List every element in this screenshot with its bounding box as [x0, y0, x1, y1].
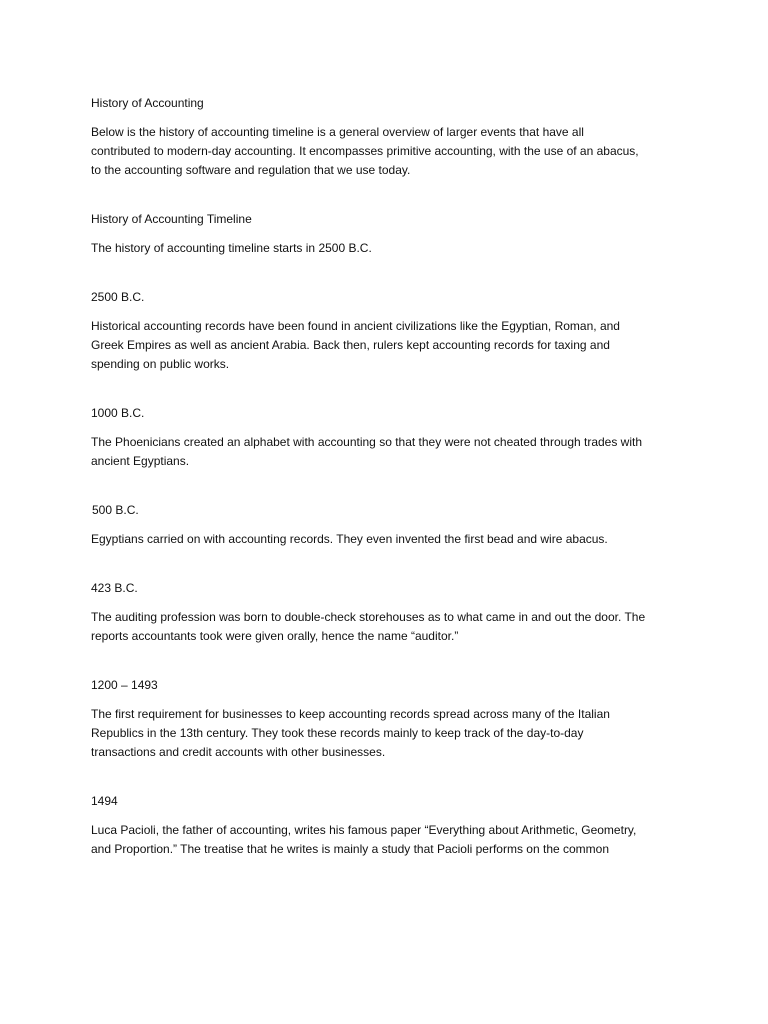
document-title: History of Accounting: [91, 96, 204, 110]
event-text-line: Historical accounting records have been found in ancient civilizations like the Egyptian, Roman, and: [91, 319, 620, 333]
event-text-line: ancient Egyptians.: [91, 454, 190, 468]
event-text-2500bc: [91, 317, 691, 374]
event-text-line: The auditing profession was born to double-check storehouses as to what came in and out the door. The: [91, 610, 646, 624]
event-date-500bc: 500 B.C.: [92, 503, 139, 517]
intro-line: contributed to modern-day accounting. It encompasses primitive accounting, with the use of an abacus,: [91, 144, 639, 158]
event-text-line: reports accountants took were given orally, hence the name “auditor.”: [91, 629, 459, 643]
event-text-line: The first requirement for businesses to keep accounting records spread across many of the Italian: [91, 707, 610, 721]
event-text-line: and Proportion.” The treatise that he writes is mainly a study that Pacioli performs on the common: [91, 842, 610, 856]
intro-paragraph: [91, 123, 691, 180]
event-date-1494: 1494: [91, 794, 118, 808]
event-text-line: spending on public works.: [91, 357, 230, 371]
event-text-line: Greek Empires as well as ancient Arabia. Back then, rulers kept accounting records for taxing and: [91, 338, 610, 352]
event-text-1200-1493: [91, 705, 691, 762]
event-text-line: Luca Pacioli, the father of accounting, writes his famous paper “Everything about Arithmetic, Geometry,: [91, 823, 637, 837]
event-date-1200-1493: 1200 – 1493: [91, 678, 158, 692]
event-text-line: Egyptians carried on with accounting records. They even invented the first bead and wire abacus.: [91, 532, 608, 546]
document-content: [91, 94, 691, 889]
section-title: History of Accounting Timeline: [91, 212, 252, 226]
event-text-line: Republics in the 13th century. They took these records mainly to keep track of the day-to-day: [91, 726, 584, 740]
event-text-500bc: [91, 530, 691, 549]
intro-line: Below is the history of accounting timeline is a general overview of larger events that have all: [91, 125, 584, 139]
event-date-423bc: 423 B.C.: [91, 581, 138, 595]
event-date-2500bc: 2500 B.C.: [91, 290, 145, 304]
event-text-line: transactions and credit accounts with other businesses.: [91, 745, 386, 759]
event-text-line: The Phoenicians created an alphabet with accounting so that they were not cheated through trades with: [91, 435, 643, 449]
event-text-1000bc: [91, 433, 691, 471]
timeline-start-text: The history of accounting timeline starts in 2500 B.C.: [91, 241, 372, 255]
event-text-1494: [91, 821, 691, 859]
event-date-1000bc: 1000 B.C.: [91, 406, 145, 420]
intro-line: to the accounting software and regulation that we use today.: [91, 163, 411, 177]
event-text-423bc: [91, 608, 691, 646]
